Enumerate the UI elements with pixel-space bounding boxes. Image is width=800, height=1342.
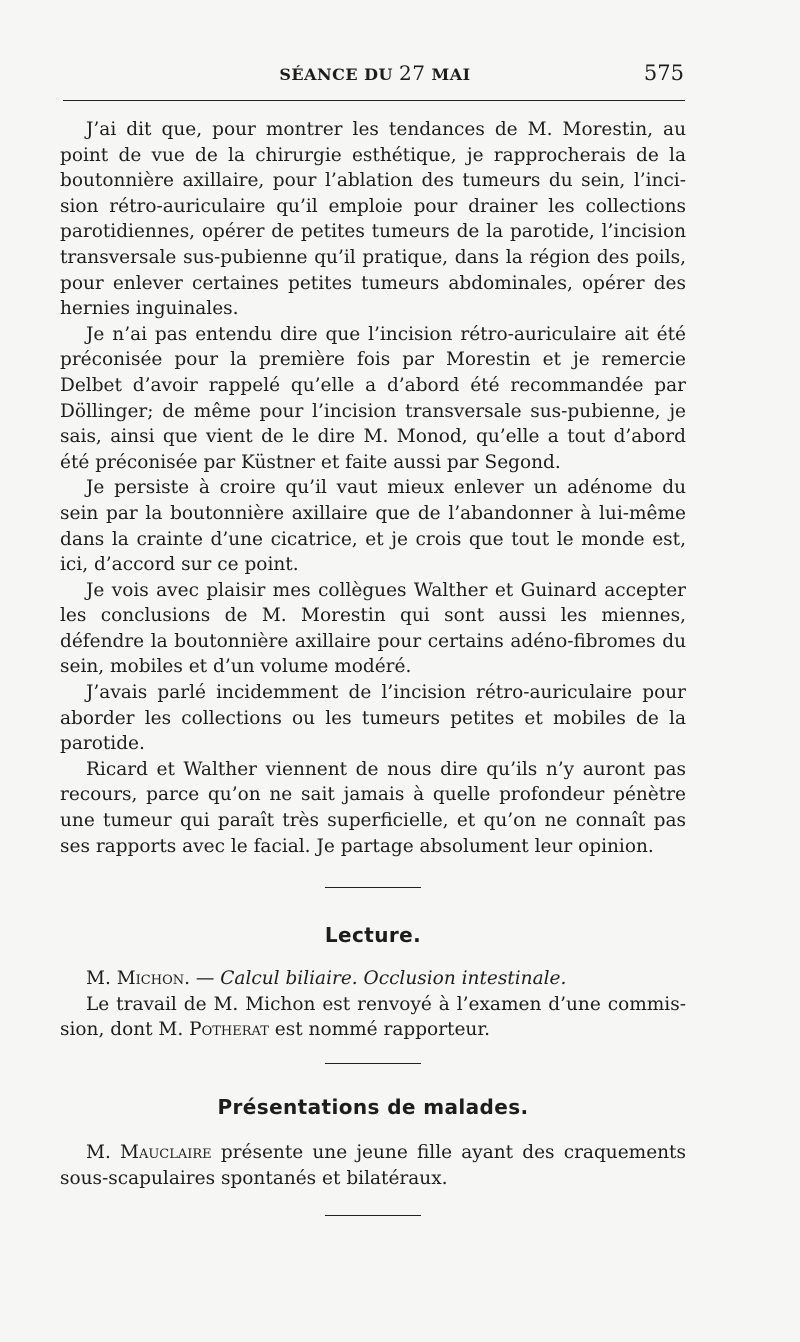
paragraph: Je vois avec plaisir mes collègues Walther et Guinard accepter les conclusions de M. Morestin qui sont aussi les miennes, défendre la boutonnière axillaire pour certains adéno-fibromes du sein, mobiles et d’un volume modéré.: [60, 579, 686, 678]
presentation-entry: [60, 1140, 686, 1191]
referral-text-end: est nommé rapporteur.: [268, 1019, 491, 1041]
header-rule: [63, 100, 685, 101]
section-separator: [325, 1063, 421, 1064]
body-text: [60, 117, 686, 1216]
running-head: [60, 58, 690, 88]
paragraph: J’avais parlé incidemment de l’incision rétro-auriculaire pour aborder les collections ou les tumeurs petites et mobiles de la parotide.: [60, 682, 686, 755]
page-number: 575: [643, 61, 684, 85]
section-separator: [325, 1215, 421, 1216]
running-title-pre: SÉANCE DU: [279, 65, 400, 84]
rapporteur-name: Potherat: [189, 1019, 269, 1041]
author-name: Michon: [116, 968, 185, 990]
paragraph: Ricard et Walther viennent de nous dire qu’ils n’y auront pas recours, parce qu’on ne sait jamais à quelle profondeur pénètre une tumeur qui paraît très superficielle, et qu’on ne connaît pas ses rapports avec le facial. Je partage absolument leur opinion.: [60, 758, 686, 857]
lecture-referral: [60, 992, 686, 1043]
author-prefix: M.: [86, 1142, 120, 1163]
work-title: Calcul biliaire. Occlusion intestinale.: [220, 968, 567, 990]
presentation-text: présente une jeune fille ayant des craquements sous-scapulaires spontanés et bilatéraux.: [60, 1142, 686, 1189]
paragraph: J’ai dit que, pour montrer les tendances de M. Morestin, au point de vue de la chirurgie esthétique, je rapprocherais de la boutonnière axillaire, pour l’ablation des tumeurs du sein, l’incision rétro-auriculaire qu’il emploie pour drainer les collections parotidiennes, opérer de petites tumeurs de la parotide, l’incision transversale sus-pubienne qu’il pratique, dans la région des poils, pour enlever certaines petites tumeurs abdominales, opérer des hernies inguinales.: [60, 119, 686, 320]
running-title: [60, 58, 690, 90]
section-separator: [325, 887, 421, 888]
entry-dash: . —: [184, 968, 221, 990]
paragraph: Je n’ai pas entendu dire que l’incision rétro-auriculaire ait été préconisée pour la première fois par Morestin et je remercie Delbet d’avoir rappelé qu’elle a d’abord été recommandée par Döllinger; de même pour l’incision transversale sus-pubienne, je sais, ainsi que vient de le dire M. Monod, qu’elle a tout d’abord été préconisée par Küstner et faite aussi par Segond.: [60, 323, 686, 473]
running-title-date: 27: [399, 61, 426, 85]
section-heading-lecture: Lecture.: [324, 923, 422, 948]
referral-text: Le travail de M. Michon est renvoyé à l’examen d’une commission, dont M.: [60, 993, 686, 1041]
section-heading-presentations: Présentations de malades.: [217, 1095, 529, 1119]
paragraph: Je persiste à croire qu’il vaut mieux enlever un adénome du sein par la boutonnière axillaire que de l’abandonner à lui-même dans la crainte d’une cicatrice, et je crois que tout le monde est, ici, d’accord sur ce point.: [60, 477, 686, 576]
author-name: Mauclaire: [120, 1142, 212, 1163]
running-title-month: MAI: [425, 65, 471, 84]
lecture-entry: [60, 966, 686, 992]
author-prefix: M.: [86, 968, 117, 990]
